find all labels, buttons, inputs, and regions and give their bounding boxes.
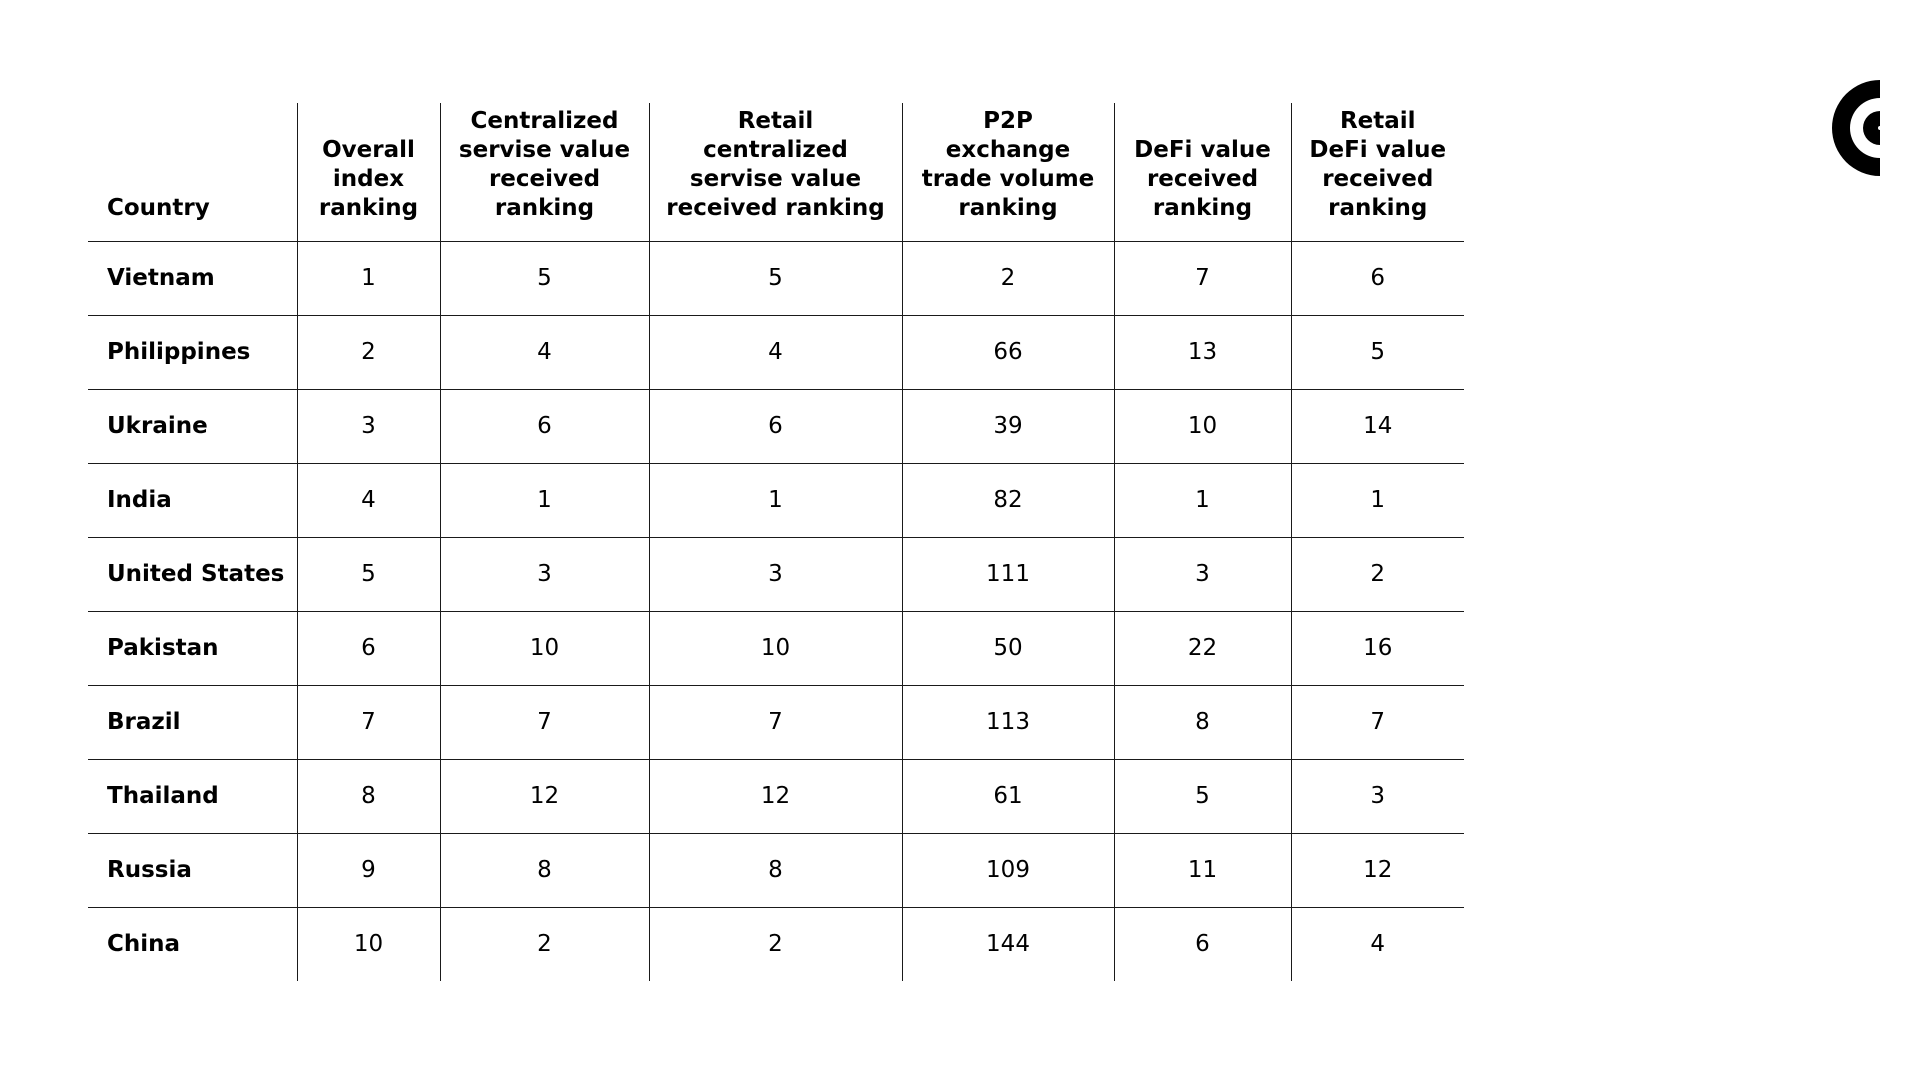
header-defi-value-received-ranking bbox=[1114, 103, 1291, 241]
retail-defi-value-rank-cell: 1 bbox=[1291, 463, 1464, 537]
defi-value-rank-cell: 10 bbox=[1114, 389, 1291, 463]
country-cell: Russia bbox=[88, 833, 297, 907]
country-cell: Pakistan bbox=[88, 611, 297, 685]
centralized-service-rank-cell: 6 bbox=[440, 389, 649, 463]
column-header-line: DeFi value bbox=[1309, 136, 1447, 163]
centralized-service-rank-cell: 12 bbox=[440, 759, 649, 833]
overall-index-rank-cell: 3 bbox=[297, 389, 440, 463]
country-cell: United States bbox=[88, 537, 297, 611]
ranking-table-container bbox=[88, 103, 1464, 981]
column-header-line: centralized bbox=[703, 136, 848, 163]
p2p-trade-volume-rank-cell: 2 bbox=[902, 241, 1114, 315]
p2p-trade-volume-rank-cell: 82 bbox=[902, 463, 1114, 537]
column-header-line: exchange bbox=[945, 136, 1071, 163]
p2p-trade-volume-rank-cell: 144 bbox=[902, 907, 1114, 981]
column-header-line: Country bbox=[107, 194, 210, 221]
retail-centralized-service-rank-cell: 10 bbox=[649, 611, 902, 685]
overall-index-rank-cell: 9 bbox=[297, 833, 440, 907]
centralized-service-rank-cell: 10 bbox=[440, 611, 649, 685]
column-header-line: Centralized bbox=[470, 107, 619, 134]
centralized-service-rank-cell: 1 bbox=[440, 463, 649, 537]
retail-centralized-service-rank-cell: 1 bbox=[649, 463, 902, 537]
country-cell: China bbox=[107, 931, 181, 958]
overall-index-rank-cell: 10 bbox=[297, 907, 440, 981]
centralized-service-rank-cell: 5 bbox=[440, 241, 649, 315]
table-row bbox=[88, 907, 1464, 981]
country-cell: India bbox=[88, 463, 297, 537]
table-row bbox=[88, 537, 1464, 611]
table-row bbox=[88, 241, 1464, 315]
overall-index-rank-cell: 1 bbox=[297, 241, 440, 315]
column-header-line: ranking bbox=[318, 194, 419, 221]
retail-defi-value-rank-cell: 2 bbox=[1291, 537, 1464, 611]
retail-centralized-service-rank-cell: 4 bbox=[649, 315, 902, 389]
overall-index-rank-cell: 6 bbox=[297, 611, 440, 685]
table-row bbox=[88, 611, 1464, 685]
p2p-trade-volume-rank-cell: 66 bbox=[902, 315, 1114, 389]
column-header-line: ranking bbox=[958, 194, 1058, 221]
header-retail-centralized-service-value-ranking bbox=[649, 103, 902, 241]
header-country bbox=[88, 103, 297, 241]
centralized-service-rank-cell: 4 bbox=[440, 315, 649, 389]
column-header-line: servise value bbox=[458, 136, 631, 163]
retail-centralized-service-rank-cell: 12 bbox=[649, 759, 902, 833]
column-header-line: Retail bbox=[737, 107, 814, 134]
retail-defi-value-rank-cell: 3 bbox=[1291, 759, 1464, 833]
country-cell: Thailand bbox=[88, 759, 297, 833]
defi-value-rank-cell: 13 bbox=[1114, 315, 1291, 389]
defi-value-rank-cell: 5 bbox=[1114, 759, 1291, 833]
p2p-trade-volume-rank-cell: 50 bbox=[902, 611, 1114, 685]
column-header-line: received bbox=[1322, 165, 1434, 192]
table-row bbox=[88, 389, 1464, 463]
table-row bbox=[88, 685, 1464, 759]
centralized-service-rank-cell: 2 bbox=[440, 907, 649, 981]
retail-defi-value-rank-cell: 14 bbox=[1291, 389, 1464, 463]
retail-centralized-service-rank-cell: 6 bbox=[649, 389, 902, 463]
country-cell: Brazil bbox=[88, 685, 297, 759]
column-header-line: Overall bbox=[322, 136, 415, 163]
centralized-service-rank-cell: 3 bbox=[440, 537, 649, 611]
column-header-line: ranking bbox=[494, 194, 595, 221]
column-header-line: Retail bbox=[1339, 107, 1416, 134]
retail-centralized-service-rank-cell: 7 bbox=[649, 685, 902, 759]
defi-value-rank-cell: 6 bbox=[1114, 907, 1291, 981]
defi-value-rank-cell: 11 bbox=[1114, 833, 1291, 907]
column-header-line: P2P bbox=[983, 107, 1033, 134]
header-retail-defi-value-received-ranking bbox=[1291, 103, 1464, 241]
overall-index-rank-cell: 8 bbox=[297, 759, 440, 833]
p2p-trade-volume-rank-cell: 111 bbox=[902, 537, 1114, 611]
retail-centralized-service-rank-cell: 3 bbox=[649, 537, 902, 611]
header-overall-index-ranking bbox=[297, 103, 440, 241]
column-header-line: received bbox=[488, 165, 601, 192]
column-header-line: trade volume bbox=[921, 165, 1095, 192]
table-row bbox=[88, 463, 1464, 537]
country-cell: Vietnam bbox=[88, 241, 297, 315]
column-header-line: received ranking bbox=[666, 194, 885, 221]
retail-defi-value-rank-cell: 4 bbox=[1291, 907, 1464, 981]
retail-centralized-service-rank-cell: 5 bbox=[649, 241, 902, 315]
retail-defi-value-rank-cell: 16 bbox=[1291, 611, 1464, 685]
ranking-table bbox=[88, 103, 1464, 981]
overall-index-rank-cell: 7 bbox=[297, 685, 440, 759]
p2p-trade-volume-rank-cell: 39 bbox=[902, 389, 1114, 463]
retail-centralized-service-rank-cell: 8 bbox=[649, 833, 902, 907]
column-header-line: servise value bbox=[689, 165, 862, 192]
retail-defi-value-rank-cell: 5 bbox=[1291, 315, 1464, 389]
table-row bbox=[88, 759, 1464, 833]
retail-defi-value-rank-cell: 6 bbox=[1291, 241, 1464, 315]
centralized-service-rank-cell: 8 bbox=[440, 833, 649, 907]
overall-index-rank-cell: 5 bbox=[297, 537, 440, 611]
defi-value-rank-cell: 7 bbox=[1114, 241, 1291, 315]
defi-value-rank-cell: 1 bbox=[1114, 463, 1291, 537]
brand-c-logo-icon bbox=[1800, 78, 1900, 178]
column-header-line: DeFi value bbox=[1134, 136, 1271, 163]
p2p-trade-volume-rank-cell: 61 bbox=[902, 759, 1114, 833]
defi-value-rank-cell: 8 bbox=[1114, 685, 1291, 759]
table-body bbox=[88, 241, 1464, 981]
p2p-trade-volume-rank-cell: 109 bbox=[902, 833, 1114, 907]
header-centralized-service-value-ranking bbox=[440, 103, 649, 241]
defi-value-rank-cell: 22 bbox=[1114, 611, 1291, 685]
defi-value-rank-cell: 3 bbox=[1114, 537, 1291, 611]
retail-defi-value-rank-cell: 7 bbox=[1291, 685, 1464, 759]
overall-index-rank-cell: 2 bbox=[297, 315, 440, 389]
table-header-row bbox=[88, 103, 1464, 241]
country-cell: Ukraine bbox=[88, 389, 297, 463]
retail-centralized-service-rank-cell: 2 bbox=[649, 907, 902, 981]
column-header-line: index bbox=[332, 165, 405, 192]
column-header-line: ranking bbox=[1328, 194, 1428, 221]
column-header-line: received bbox=[1146, 165, 1259, 192]
overall-index-rank-cell: 4 bbox=[297, 463, 440, 537]
retail-defi-value-rank-cell: 12 bbox=[1291, 833, 1464, 907]
centralized-service-rank-cell: 7 bbox=[440, 685, 649, 759]
p2p-trade-volume-rank-cell: 113 bbox=[902, 685, 1114, 759]
table-row bbox=[88, 315, 1464, 389]
column-header-line: ranking bbox=[1152, 194, 1253, 221]
table-row bbox=[88, 833, 1464, 907]
country-cell: Philippines bbox=[88, 315, 297, 389]
header-p2p-exchange-trade-volume-ranking bbox=[902, 103, 1114, 241]
